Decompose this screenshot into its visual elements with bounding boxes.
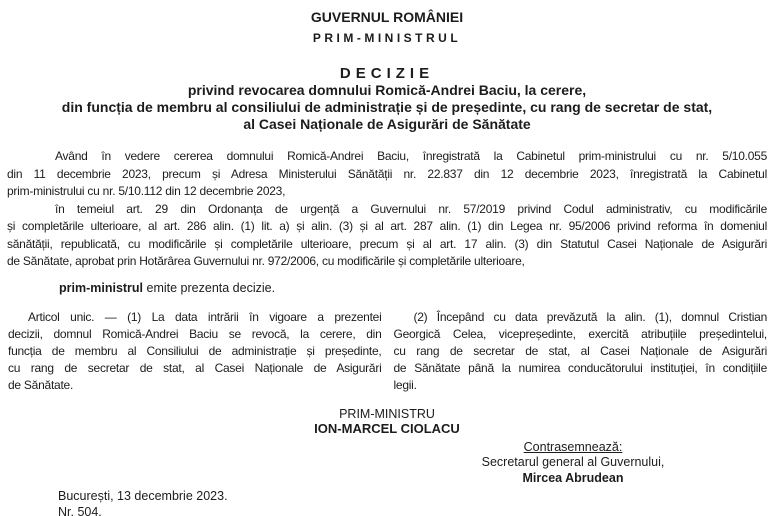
enacting-formula [7, 280, 767, 297]
legal-basis-line: și completările ulterioare, al art. 286 alin. (1) lit. a) și alin. (3) și al art. 287 alin. (1) din Legea nr. 95/2006 privind reforma în domeniul [7, 219, 767, 233]
article-left-line: funcția de membru al Consiliului de administrație și președinte, [8, 343, 382, 358]
legal-basis-line: în temeiul art. 29 din Ordonanța de urgență a Guvernului nr. 57/2019 privind Codul administrativ, cu modificările [55, 201, 767, 216]
prime-minister-title: PRIM-MINISTRUL [312, 31, 462, 45]
article-right-line: (2) Începând cu data prevăzută la alin. (1), domnul Cristian [413, 309, 767, 324]
signer-role: PRIM-MINISTRU [339, 406, 435, 421]
article-left-line: decizii, domnul Romică-Andrei Baciu se revocă, la cerere, din [8, 326, 382, 341]
government-title: GUVERNUL ROMÂNIEI [310, 9, 464, 25]
signer-name: ION-MARCEL CIOLACU [314, 420, 460, 436]
article-left-line: de Sănătate. [8, 377, 74, 392]
article-right-line: legii. [393, 377, 417, 392]
enacting-formula-rest: emite prezenta decizie. [143, 280, 276, 295]
document-header [0, 0, 774, 45]
preamble [7, 148, 767, 271]
signature-block [0, 407, 774, 436]
place-and-date: București, 13 decembrie 2023. [58, 489, 228, 503]
enacting-formula-bold: prim-ministrul [59, 280, 144, 295]
article-left-line: Articol unic. — (1) La data intrării în vigoare a prezentei [28, 309, 382, 324]
having-regard-line: Având în vedere cererea domnului Romică-Andrei Baciu, înregistrată la Cabinetul prim-ministrului cu nr. 5/10.055 [55, 149, 767, 163]
article-left-line: cu rang de secretar de stat, al Casei Naționale de Asigurări [8, 360, 382, 375]
countersigner-name: Mircea Abrudean [522, 470, 624, 485]
legal-basis-line: sănătății, republicată, cu modificările și completările ulterioare, precum și al art. 17 alin. (3) din Statutul Casei Naționale de Asigurări [7, 236, 767, 251]
decision-title-block [0, 65, 774, 133]
having-regard-line: din 11 decembrie 2023, precum și Adresa Ministerului Sănătății nr. 22.837 din 12 decembrie 2023, înregistrată la Cabinetul [7, 166, 767, 181]
decision-subtitle-line-2: din funcția de membru al consiliului de administrație și de președinte, cu rang de secretar de stat, [61, 99, 713, 115]
countersignature-block [423, 440, 723, 487]
article-right-line: de Sănătate până la numirea conducătorului instituției, în condițiile [393, 360, 767, 375]
having-regard-line: prim-ministrului cu nr. 5/10.112 din 12 decembrie 2023, [7, 184, 286, 198]
decision-subtitle-line-1: privind revocarea domnului Romică-Andrei Baciu, la cerere, [187, 82, 587, 98]
article-right-line: cu rang de secretar de stat, al Casei Naționale de Asigurări [393, 343, 767, 358]
countersign-label: Contrasemnează: [523, 439, 623, 454]
countersigner-role: Secretarul general al Guvernului, [481, 455, 665, 469]
legal-basis-line: de Sănătate, aprobat prin Hotărârea Guvernului nr. 972/2006, cu modificările și completările ulterioare, [7, 254, 525, 268]
article-right-line: Georgică Celea, vicepreședinte, exercită atribuțiile președintelui, [393, 326, 767, 341]
article-right-column [394, 309, 768, 394]
decision-subtitle-line-3: al Casei Naționale de Asigurări de Sănătate [243, 116, 531, 132]
article-left-column [8, 309, 382, 394]
decision-kind: DECIZIE [339, 65, 435, 82]
decision-number: Nr. 504. [58, 504, 102, 516]
article-columns [8, 309, 767, 394]
document-footer [58, 489, 774, 516]
